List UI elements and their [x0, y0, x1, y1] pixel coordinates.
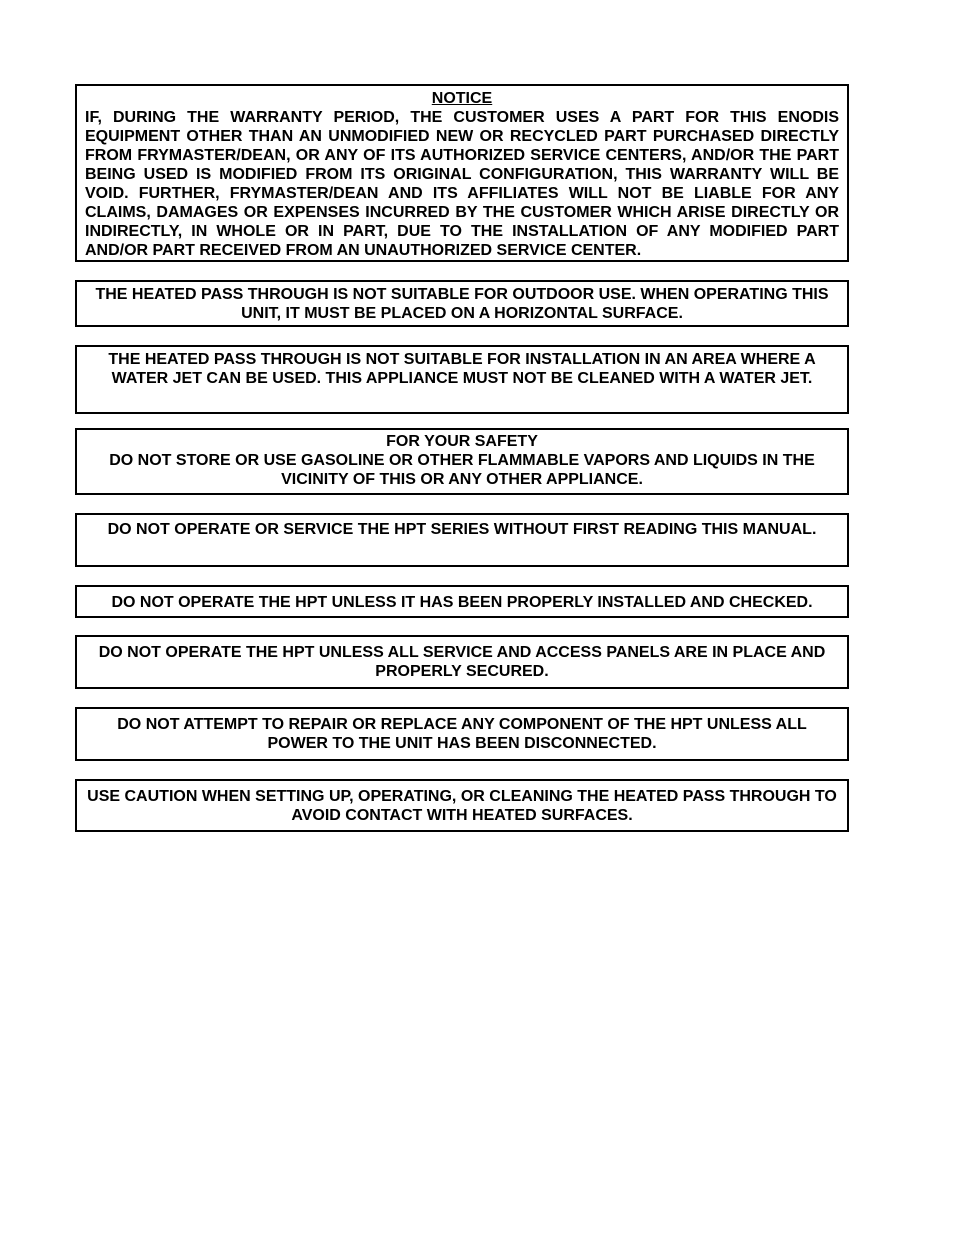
power-disconnected-warning-text: DO NOT ATTEMPT TO REPAIR OR REPLACE ANY COMPONENT OF THE HPT UNLESS ALL POWER TO THE UNIT HAS BEEN DISCONNECTED.	[117, 716, 807, 752]
power-disconnected-warning	[75, 707, 849, 761]
heated-surfaces-warning-text: USE CAUTION WHEN SETTING UP, OPERATING, OR CLEANING THE HEATED PASS THROUGH TO AVOID CONTACT WITH HEATED SURFACES.	[87, 788, 837, 824]
installed-checked-warning-text: DO NOT OPERATE THE HPT UNLESS IT HAS BEEN PROPERLY INSTALLED AND CHECKED.	[111, 594, 813, 611]
water-jet-warning	[75, 345, 849, 414]
panels-secured-warning-text: DO NOT OPERATE THE HPT UNLESS ALL SERVICE AND ACCESS PANELS ARE IN PLACE AND PROPERLY SECURED.	[98, 644, 826, 680]
notice-body: IF, DURING THE WARRANTY PERIOD, THE CUSTOMER USES A PART FOR THIS ENODIS EQUIPMENT OTHER THAN AN UNMODIFIED NEW OR RECYCLED PART PURCHASED DIRECTLY FROM FRYMASTER/DEAN, OR ANY OF ITS AUTHORIZED SERVICE CENTERS, AND/OR THE PART BEING USED IS MODIFIED FROM ITS ORIGINAL CONFIGURATION, THIS WARRANTY WILL BE VOID. FURTHER, FRYMASTER/DEAN AND ITS AFFILIATES WILL NOT BE LIABLE FOR ANY CLAIMS, DAMAGES OR EXPENSES INCURRED BY THE CUSTOMER WHICH ARISE DIRECTLY OR INDIRECTLY, IN WHOLE OR IN PART, DUE TO THE INSTALLATION OF ANY MODIFIED PART AND/OR PART RECEIVED FROM AN UNAUTHORIZED SERVICE CENTER.	[85, 109, 839, 259]
outdoor-use-warning	[75, 280, 849, 327]
water-jet-warning-text: THE HEATED PASS THROUGH IS NOT SUITABLE FOR INSTALLATION IN AN AREA WHERE A WATER JET CAN BE USED. THIS APPLIANCE MUST NOT BE CLEANED WITH A WATER JET.	[108, 351, 816, 387]
safety-warning	[75, 428, 849, 495]
installed-checked-warning	[75, 585, 849, 618]
safety-warning-text: DO NOT STORE OR USE GASOLINE OR OTHER FLAMMABLE VAPORS AND LIQUIDS IN THE VICINITY OF THIS OR ANY OTHER APPLIANCE.	[109, 452, 815, 488]
read-manual-warning	[75, 513, 849, 567]
notice-title: NOTICE	[431, 90, 493, 107]
panels-secured-warning	[75, 635, 849, 689]
heated-surfaces-warning	[75, 779, 849, 832]
safety-warning-title: FOR YOUR SAFETY	[386, 433, 538, 450]
outdoor-use-warning-text: THE HEATED PASS THROUGH IS NOT SUITABLE FOR OUTDOOR USE. WHEN OPERATING THIS UNIT, IT MUST BE PLACED ON A HORIZONTAL SURFACE.	[95, 286, 829, 322]
read-manual-warning-text: DO NOT OPERATE OR SERVICE THE HPT SERIES WITHOUT FIRST READING THIS MANUAL.	[107, 521, 817, 538]
warranty-notice-box	[75, 84, 849, 262]
